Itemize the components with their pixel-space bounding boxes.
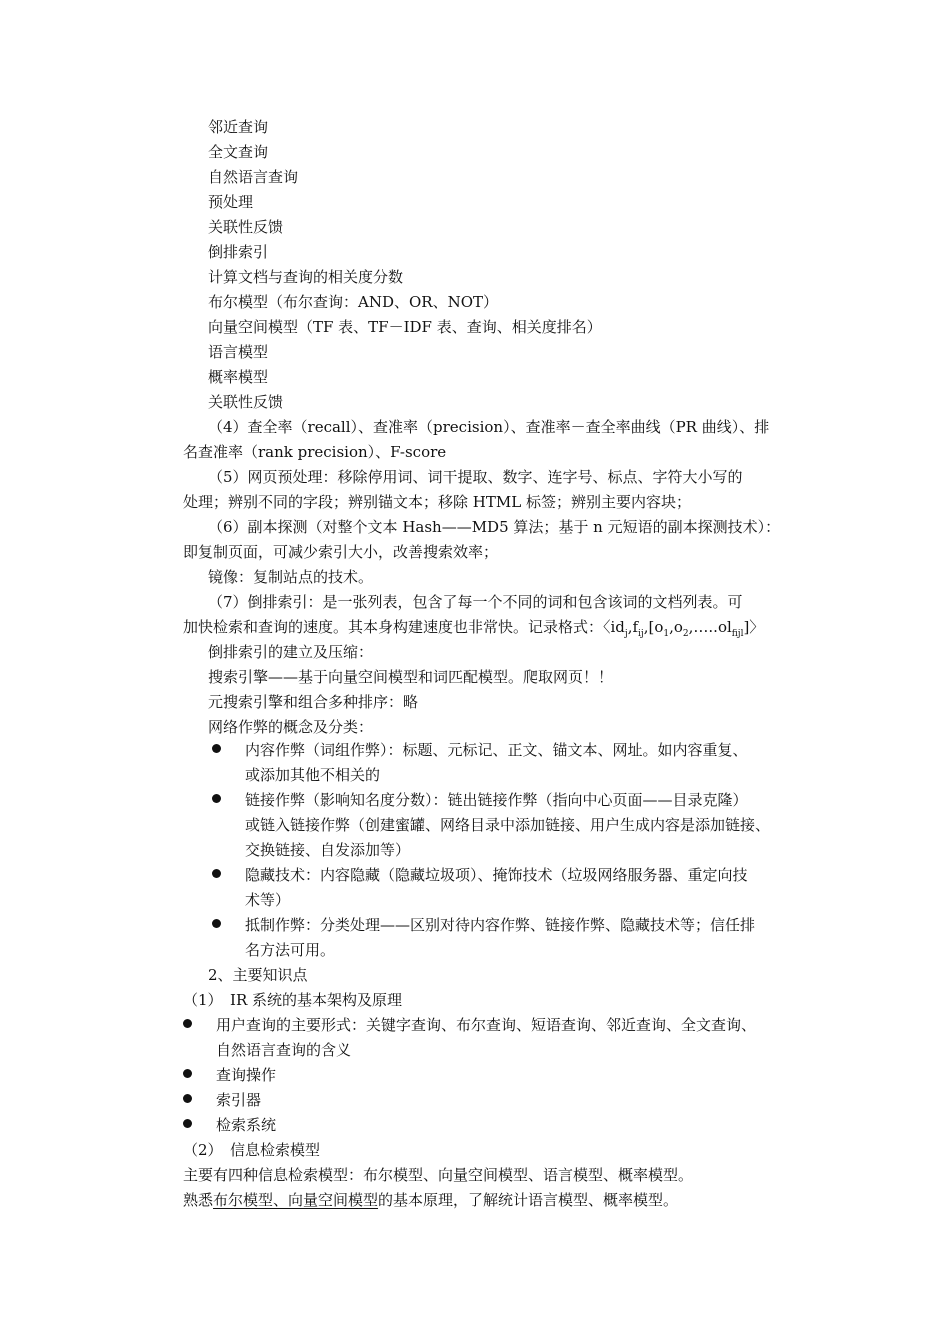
section-heading: 2、主要知识点: [208, 966, 308, 984]
text-line: 向量空间模型（TF 表、TF－IDF 表、查询、相关度排名）: [208, 318, 602, 336]
list-item: 抵制作弊：分类处理——区别对待内容作弊、链接作弊、隐藏技术等；信任排: [245, 916, 756, 934]
list-item: 术等）: [245, 891, 291, 909]
text-line: 关联性反馈: [208, 218, 284, 236]
text-line: 主要有四种信息检索模型：布尔模型、向量空间模型、语言模型、概率模型。: [183, 1166, 694, 1184]
record-format-text: ]〉: [743, 618, 765, 636]
underlined-text: 布尔模型、向量空间模型: [213, 1191, 379, 1209]
bullet-icon: [183, 1094, 192, 1103]
list-item: 或链入链接作弊（创建蜜罐、网络目录中添加链接、用户生成内容是添加链接、: [245, 816, 771, 834]
paragraph-line: 处理；辨别不同的字段；辨别锚文本；移除 HTML 标签；辨别主要内容块；: [183, 493, 691, 511]
list-item: 用户查询的主要形式：关键字查询、布尔查询、短语查询、邻近查询、全文查询、: [216, 1016, 757, 1034]
bullet-icon: [212, 919, 221, 928]
subscript: 1: [663, 629, 670, 639]
text-line: [183, 1190, 678, 1210]
text-line: 布尔模型（布尔查询：AND、OR、NOT）: [208, 293, 499, 311]
list-item: 查询操作: [216, 1066, 277, 1084]
text-fragment: 熟悉: [183, 1191, 214, 1209]
subsection-heading: （1） IR 系统的基本架构及原理: [183, 991, 403, 1009]
paragraph-line: （6）副本探测（对整个文本 Hash——MD5 算法；基于 n 元短语的副本探测技术）：: [208, 518, 781, 536]
subscript: 2: [682, 629, 689, 639]
text-line: 预处理: [208, 193, 254, 211]
record-format-text: ,o: [669, 618, 683, 636]
list-item: 内容作弊（词组作弊）：标题、元标记、正文、锚文本、网址。如内容重复、: [245, 741, 748, 759]
bullet-icon: [212, 869, 221, 878]
text-line: 全文查询: [208, 143, 269, 161]
record-format-text: ,[o: [643, 618, 664, 636]
bullet-icon: [212, 744, 221, 753]
paragraph-line: （7）倒排索引：是一张列表，包含了每一个不同的词和包含该词的文档列表。可: [208, 593, 743, 611]
bullet-icon: [183, 1119, 192, 1128]
bullet-icon: [183, 1069, 192, 1078]
list-item: 名方法可用。: [245, 941, 336, 959]
paragraph-line: （4）查全率（recall）、查准率（precision）、查准率－查全率曲线（PR 曲线）、排: [208, 418, 770, 436]
list-item: 交换链接、自发添加等）: [245, 841, 411, 859]
text-line: 倒排索引的建立及压缩：: [208, 643, 374, 661]
bullet-icon: [183, 1019, 192, 1028]
text-line: 计算文档与查询的相关度分数: [208, 268, 404, 286]
paragraph-line: 即复制页面，可减少索引大小，改善搜索效率；: [183, 543, 499, 561]
paragraph-line: 镜像：复制站点的技术。: [208, 568, 374, 586]
subscript: fijl: [731, 629, 744, 639]
text-line: 网络作弊的概念及分类：: [208, 718, 374, 736]
list-item: 链接作弊（影响知名度分数）：链出链接作弊（指向中心页面——目录克隆）: [245, 791, 748, 809]
text-line: 倒排索引: [208, 243, 269, 261]
text-line: 搜索引擎——基于向量空间模型和词匹配模型。爬取网页！！: [208, 668, 614, 686]
list-item: 索引器: [216, 1091, 262, 1109]
list-item: 自然语言查询的含义: [216, 1041, 352, 1059]
list-item: 隐藏技术：内容隐藏（隐藏垃圾项）、掩饰技术（垃圾网络服务器、重定向技: [245, 866, 748, 884]
record-format-text: 加快检索和查询的速度。其本身构建速度也非常快。记录格式：〈id: [183, 618, 625, 636]
subsection-heading: （2） 信息检索模型: [183, 1141, 321, 1159]
list-item: 或添加其他不相关的: [245, 766, 381, 784]
text-line: 语言模型: [208, 343, 269, 361]
subscript: j: [624, 629, 628, 639]
text-line: 元搜索引擎和组合多种排序：略: [208, 693, 419, 711]
record-format-text: ,…..ol: [688, 618, 732, 636]
list-item: 检索系统: [216, 1116, 277, 1134]
record-format-text: ,f: [627, 618, 639, 636]
bullet-icon: [212, 794, 221, 803]
text-line: 邻近查询: [208, 118, 269, 136]
paragraph-line: （5）网页预处理：移除停用词、词干提取、数字、连字号、标点、字符大小写的: [208, 468, 743, 486]
text-fragment: 的基本原理，了解统计语言模型、概率模型。: [378, 1191, 679, 1209]
text-line: 自然语言查询: [208, 168, 299, 186]
text-line: 概率模型: [208, 368, 269, 386]
text-line: 关联性反馈: [208, 393, 284, 411]
record-format-line: [183, 617, 764, 637]
subscript: ij: [638, 629, 644, 639]
paragraph-line: 名查准率（rank precision）、F-score: [183, 443, 447, 461]
